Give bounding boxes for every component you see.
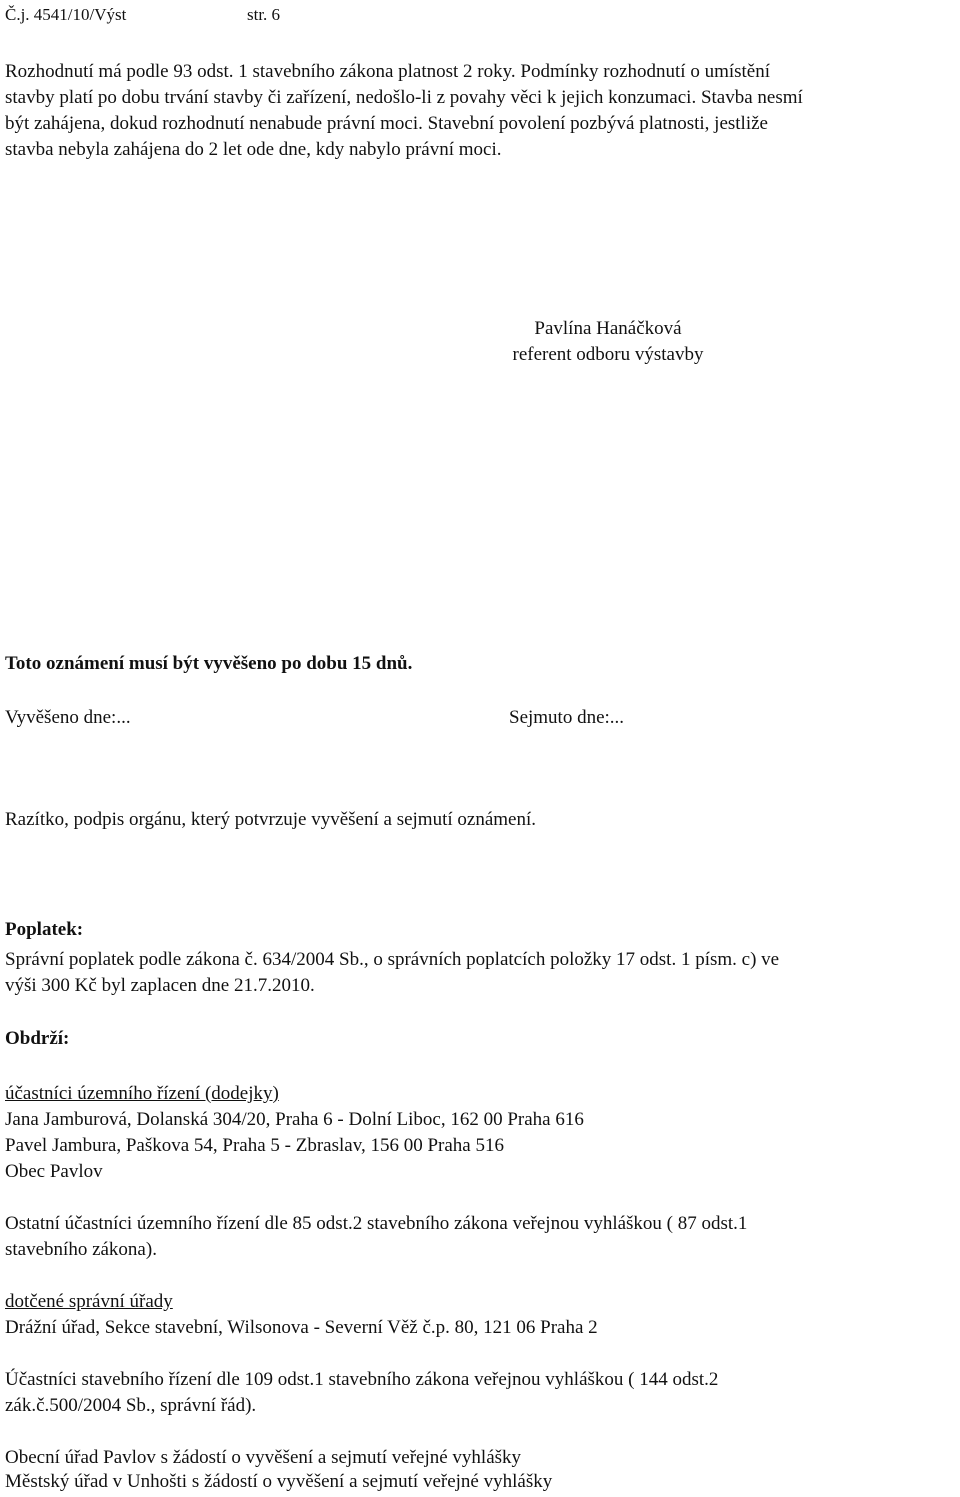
fee-line-2: výši 300 Kč byl zaplacen dne 21.7.2010. <box>5 975 315 996</box>
authorities-heading: dotčené správní úřady <box>5 1291 173 1312</box>
validity-line-4: stavba nebyla zahájena do 2 let ode dne, kdy nabylo právní moci. <box>5 139 502 160</box>
page-number: str. 6 <box>247 5 281 24</box>
signatory-name: Pavlína Hanáčková <box>534 318 682 339</box>
document-reference: Č.j. 4541/10/Výst <box>5 5 127 24</box>
building-participants-line-2: zák.č.500/2004 Sb., správní řád). <box>5 1395 257 1416</box>
notice-heading: Toto oznámení musí být vyvěšeno po dobu 15 dnů. <box>5 653 413 674</box>
other-participants-line-2: stavebního zákona). <box>5 1239 157 1260</box>
fee-line-1: Správní poplatek podle zákona č. 634/2004 Sb., o správních poplatcích položky 17 odst. 1 písm. c) ve <box>5 949 780 970</box>
authority-item: Drážní úřad, Sekce stavební, Wilsonova - Severní Věž č.p. 80, 121 06 Praha 2 <box>5 1317 598 1338</box>
participant-item: Pavel Jambura, Paškova 54, Praha 5 - Zbraslav, 156 00 Praha 516 <box>5 1135 504 1156</box>
recipients-heading: Obdrží: <box>5 1028 70 1049</box>
validity-line-1: Rozhodnutí má podle 93 odst. 1 stavebního zákona platnost 2 roky. Podmínky rozhodnutí o umístění <box>5 61 771 82</box>
removed-date-field: Sejmuto dne:... <box>509 707 625 728</box>
office-item: Městský úřad v Unhošti s žádostí o vyvěšení a sejmutí veřejné vyhlášky <box>5 1471 553 1492</box>
participant-item: Obec Pavlov <box>5 1161 103 1182</box>
office-item: Obecní úřad Pavlov s žádostí o vyvěšení a sejmutí veřejné vyhlášky <box>5 1447 522 1468</box>
validity-line-2: stavby platí po dobu trvání stavby či zařízení, nedošlo-li z povahy věci k jejich konzumaci. Stavba nesmí <box>5 87 803 108</box>
other-participants-line-1: Ostatní účastníci územního řízení dle 85 odst.2 stavebního zákona veřejnou vyhláškou ( 87 odst.1 <box>5 1213 748 1234</box>
building-participants-line-1: Účastníci stavebního řízení dle 109 odst.1 stavebního zákona veřejnou vyhláškou ( 144 odst.2 <box>5 1369 719 1390</box>
posted-date-field: Vyvěšeno dne:... <box>5 707 131 728</box>
stamp-note: Razítko, podpis orgánu, který potvrzuje vyvěšení a sejmutí oznámení. <box>5 809 536 830</box>
fee-heading: Poplatek: <box>5 919 84 940</box>
signatory-role: referent odboru výstavby <box>512 344 704 365</box>
participant-item: Jana Jamburová, Dolanská 304/20, Praha 6 - Dolní Liboc, 162 00 Praha 616 <box>5 1109 584 1130</box>
validity-line-3: být zahájena, dokud rozhodnutí nenabude právní moci. Stavební povolení pozbývá platnosti, jestliže <box>5 113 768 134</box>
participants-heading: účastníci územního řízení (dodejky) <box>5 1083 279 1104</box>
